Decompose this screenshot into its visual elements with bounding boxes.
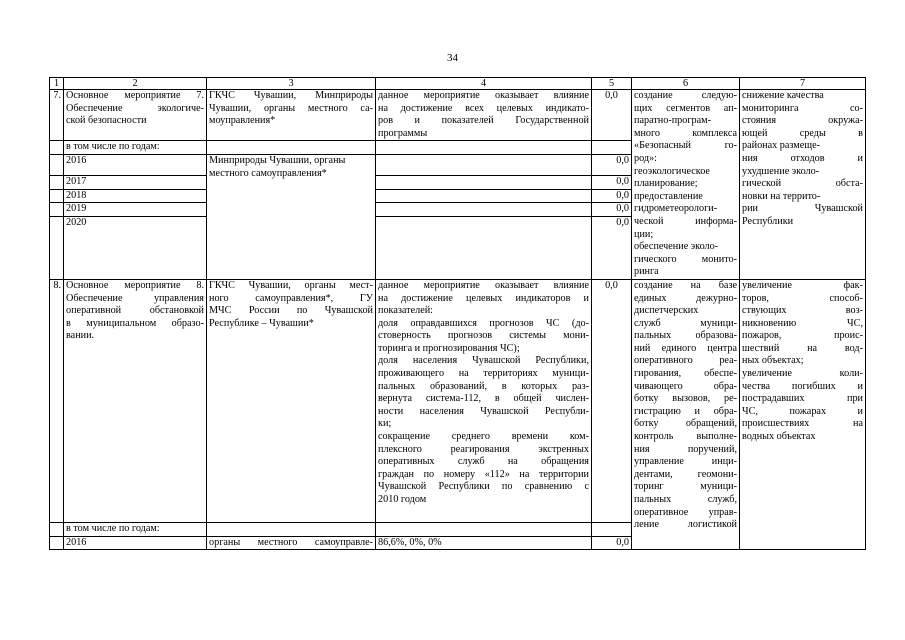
- table-row: [50, 279, 866, 522]
- column-numbers-row: [50, 78, 866, 90]
- executor: ГКЧС Чувашии, Минприроды Чувашии, органы местного са- моуправления*: [207, 90, 376, 141]
- column-number: 3: [207, 78, 376, 90]
- year: 2016: [64, 154, 207, 175]
- year-amount: 0,0: [592, 176, 632, 190]
- page-number: 34: [447, 52, 458, 64]
- program-measures-table: [49, 77, 866, 550]
- measure-name: Основное мероприятие 7. Обеспечение экологиче- ской безопасности: [64, 90, 207, 141]
- year: 2016: [64, 536, 207, 550]
- year: 2018: [64, 189, 207, 203]
- year: 2017: [64, 176, 207, 190]
- executor: ГКЧС Чувашии, органы мест- ного самоуправления*, ГУ МЧС России по Чувашской Республике – Чувашии*: [207, 279, 376, 522]
- non-implementation-effect: увеличение фак- торов, способ- ствующих воз- никновению ЧС, пожаров, проис- шествий на вод- ных объектах; увеличение коли- чества погибших и пострадавших при ЧС, пожарах и происшествиях на водных объектах: [740, 279, 866, 549]
- measure-name: Основное мероприятие 8. Обеспечение управления оперативной обстановкой в муниципальном образо- вании.: [64, 279, 207, 522]
- column-number: 5: [592, 78, 632, 90]
- year-amount: 0,0: [592, 154, 632, 175]
- indicators: данное мероприятие оказывает влияние на достижение всех целевых индикато- ров и показателей Государственной программы: [376, 90, 592, 141]
- year-indicators: 86,6%, 0%, 0%: [376, 536, 592, 550]
- row-number: 7.: [50, 90, 64, 141]
- year: 2019: [64, 203, 207, 217]
- indicators: данное мероприятие оказывает влияние на достижение целевых индикаторов и показателей: доля оправдавшихся прогнозов ЧС (до- стоверность прогнозов системы мони- торинга и прогнозирования ЧС); доля населения Чувашской Республики, проживающего на территориях муници- пальных образований, в которых раз- вернута система-112, в общей числен- ности населения Чувашской Республи- ки; сокращение среднего времени ком- плексного реагирования экстренных оперативных служб на обращения граждан по номеру «112» на территории Чувашской Республики по сравнению с 2010 годом: [376, 279, 592, 522]
- row-number: 8.: [50, 279, 64, 522]
- year-amount: 0,0: [592, 536, 632, 550]
- column-number: 4: [376, 78, 592, 90]
- column-number: 7: [740, 78, 866, 90]
- expected-result: создание на базе единых дежурно- диспетчерских служб муници- пальных образова- ний единого центра оперативного реа- гирования, обеспе- чивающего обра- ботку вызовов, ре- гистрацию и обра- ботку обращений, контроль выполне- ния поручений, управление инци- дентами, геомони- торинг муници- пальных служб, оперативное управ- ление логистикой: [632, 279, 740, 549]
- year-amount: 0,0: [592, 203, 632, 217]
- funding-amount: 0,0: [592, 90, 632, 141]
- year-amount: 0,0: [592, 216, 632, 279]
- expected-result: создание следую- щих сегментов ап- паратно-програм- много комплекса «Безопасный го- род»: геоэкологическое планирование; предоставление гидрометеорологи- ческой информа- ции; обеспечение эколо- гического монито- ринга: [632, 90, 740, 280]
- table-row: [50, 90, 866, 141]
- column-number: 6: [632, 78, 740, 90]
- by-years-label: в том числе по годам:: [64, 141, 207, 155]
- years-executor: Минприроды Чувашии, органы местного самоуправления*: [207, 154, 376, 279]
- year: 2020: [64, 216, 207, 279]
- column-number: 2: [64, 78, 207, 90]
- non-implementation-effect: снижение качества мониторинга со- стояния окружа- ющей среды в районах размеще- ния отходов и ухудшение эколо- гической обста- новки на террито- рии Чувашской Республики: [740, 90, 866, 280]
- years-executor: органы местного самоуправле-: [207, 536, 376, 550]
- year-amount: 0,0: [592, 189, 632, 203]
- by-years-label: в том числе по годам:: [64, 522, 207, 536]
- column-number: 1: [50, 78, 64, 90]
- funding-amount: 0,0: [592, 279, 632, 522]
